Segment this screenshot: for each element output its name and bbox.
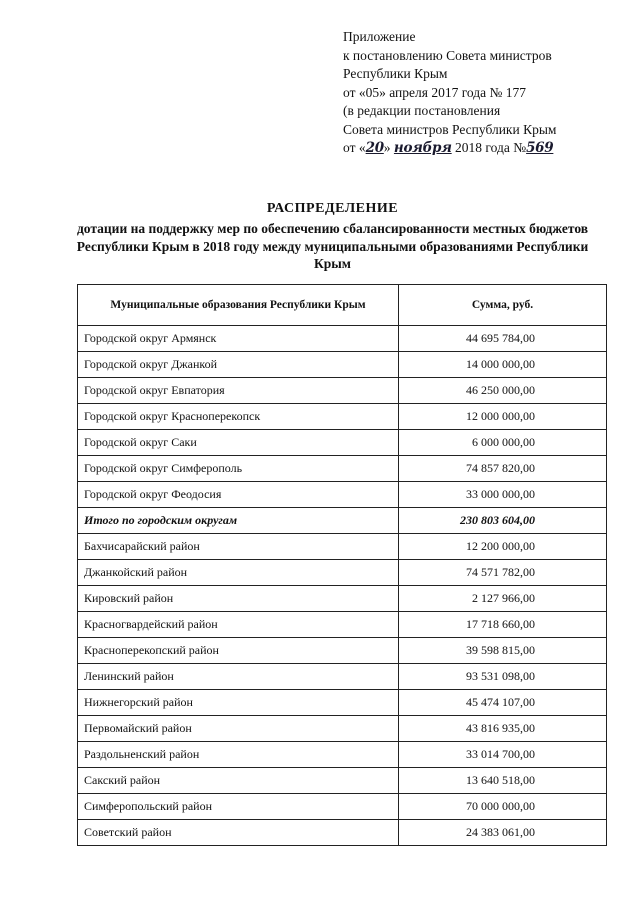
- table-row: [78, 612, 607, 638]
- table-row: [78, 404, 607, 430]
- amount-value: 12 200 000,00: [399, 534, 607, 560]
- handwritten-number: 569: [526, 140, 554, 156]
- table-header-row: [78, 285, 607, 326]
- amount-value: 46 250 000,00: [399, 378, 607, 404]
- amount-value: 24 383 061,00: [399, 820, 607, 846]
- table-row: [78, 690, 607, 716]
- municipality-name: Красногвардейский район: [78, 612, 399, 638]
- municipality-name: Городской округ Симферополь: [78, 456, 399, 482]
- table-row: [78, 794, 607, 820]
- table-row: [78, 742, 607, 768]
- municipality-name: Советский район: [78, 820, 399, 846]
- title-subtitle: дотации на поддержку мер по обеспечению сбалансированности местных бюджетов Республики Крым в 2018 году между муниципальными образованиями Республики Крым: [76, 221, 589, 271]
- table-row: [78, 326, 607, 352]
- table-row: [78, 456, 607, 482]
- header-line: к постановлению Совета министров: [343, 47, 552, 63]
- amount-value: 74 857 820,00: [399, 456, 607, 482]
- table-row: [78, 664, 607, 690]
- municipality-name: Городской округ Армянск: [78, 326, 399, 352]
- date-prefix: от «: [343, 140, 366, 155]
- subtotal-row: [78, 508, 607, 534]
- table-row: [78, 482, 607, 508]
- distribution-table: [77, 284, 607, 846]
- handwritten-month: ноября: [393, 140, 452, 156]
- municipality-name: Кировский район: [78, 586, 399, 612]
- municipality-name: Бахчисарайский район: [78, 534, 399, 560]
- amount-value: 6 000 000,00: [399, 430, 607, 456]
- municipality-name: Красноперекопский район: [78, 638, 399, 664]
- municipality-name: Городской округ Феодосия: [78, 482, 399, 508]
- table-row: [78, 638, 607, 664]
- handwritten-day: 20: [365, 140, 384, 156]
- appendix-header: [343, 28, 633, 158]
- amount-value: 17 718 660,00: [399, 612, 607, 638]
- municipality-name: Раздольненский район: [78, 742, 399, 768]
- amount-value: 43 816 935,00: [399, 716, 607, 742]
- table-row: [78, 534, 607, 560]
- amount-value: 44 695 784,00: [399, 326, 607, 352]
- amount-value: 33 014 700,00: [399, 742, 607, 768]
- municipality-name: Ленинский район: [78, 664, 399, 690]
- header-line: Республики Крым: [343, 66, 448, 81]
- date-year: 2018 года №: [451, 140, 527, 155]
- municipality-name: Городской округ Саки: [78, 430, 399, 456]
- table-row: [78, 430, 607, 456]
- municipality-name: Городской округ Красноперекопск: [78, 404, 399, 430]
- amount-value: 33 000 000,00: [399, 482, 607, 508]
- table-row: [78, 352, 607, 378]
- header-line: Приложение: [343, 29, 416, 44]
- municipality-name: Сакский район: [78, 768, 399, 794]
- amount-value: 70 000 000,00: [399, 794, 607, 820]
- title-main: РАСПРЕДЕЛЕНИЕ: [266, 201, 399, 216]
- municipality-name: Городской округ Джанкой: [78, 352, 399, 378]
- table-row: [78, 378, 607, 404]
- table-row: [78, 716, 607, 742]
- table-row: [78, 820, 607, 846]
- table-row: [78, 586, 607, 612]
- date-mid: »: [383, 140, 394, 155]
- column-header-amount: Сумма, руб.: [399, 285, 607, 326]
- table-row: [78, 768, 607, 794]
- header-date-line: [343, 139, 633, 158]
- table-body: [78, 326, 607, 846]
- header-line: от «05» апреля 2017 года № 177: [343, 84, 527, 100]
- document-title: [60, 200, 605, 273]
- municipality-name: Итого по городским округам: [78, 508, 399, 534]
- amount-value: 45 474 107,00: [399, 690, 607, 716]
- municipality-name: Городской округ Евпатория: [78, 378, 399, 404]
- municipality-name: Первомайский район: [78, 716, 399, 742]
- municipality-name: Симферопольский район: [78, 794, 399, 820]
- amount-value: 230 803 604,00: [399, 508, 607, 534]
- amount-value: 74 571 782,00: [399, 560, 607, 586]
- amount-value: 2 127 966,00: [399, 586, 607, 612]
- amount-value: 93 531 098,00: [399, 664, 607, 690]
- header-line: Совета министров Республики Крым: [343, 121, 557, 137]
- amount-value: 14 000 000,00: [399, 352, 607, 378]
- amount-value: 12 000 000,00: [399, 404, 607, 430]
- amount-value: 13 640 518,00: [399, 768, 607, 794]
- header-line: (в редакции постановления: [343, 103, 501, 118]
- municipality-name: Джанкойский район: [78, 560, 399, 586]
- table-row: [78, 560, 607, 586]
- amount-value: 39 598 815,00: [399, 638, 607, 664]
- municipality-name: Нижнегорский район: [78, 690, 399, 716]
- column-header-municipality: Муниципальные образования Республики Крым: [78, 285, 399, 326]
